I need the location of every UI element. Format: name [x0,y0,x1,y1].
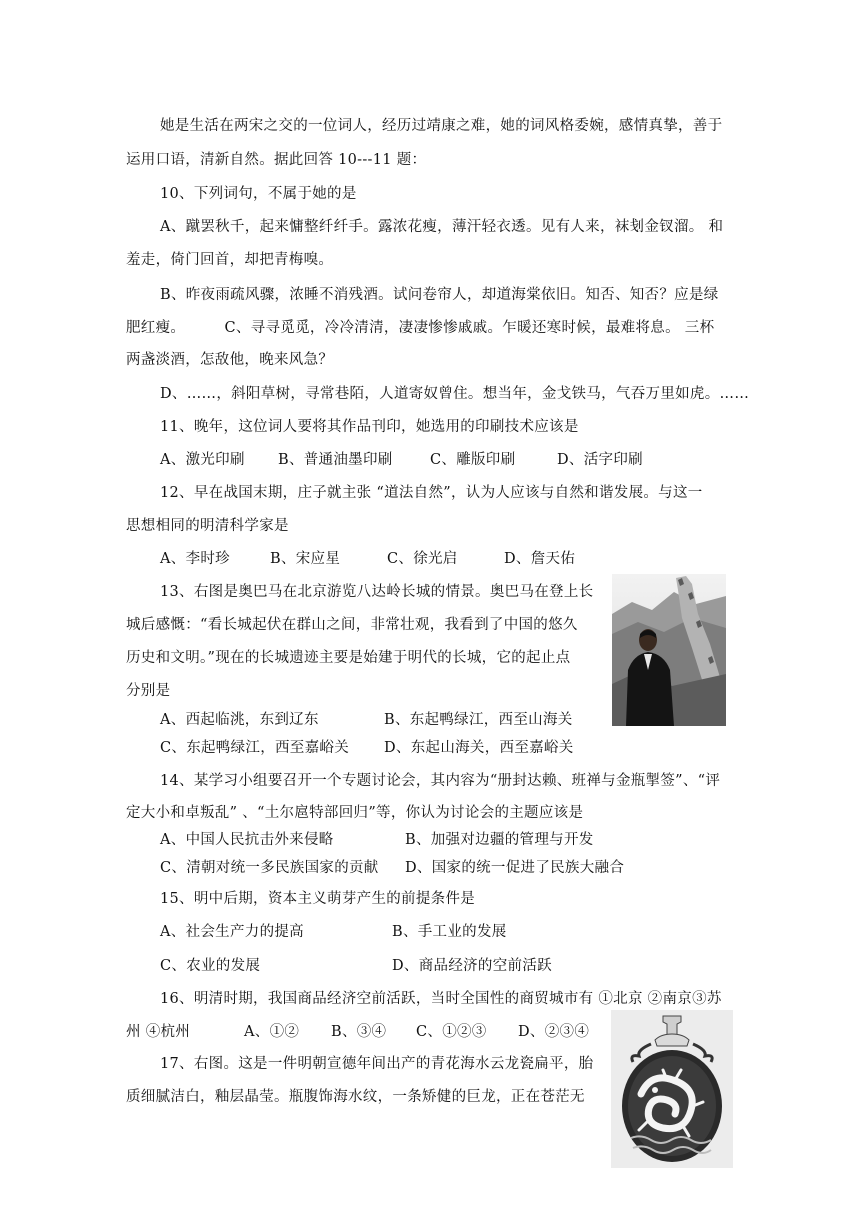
porcelain-flask-illustration [611,1010,733,1168]
q11-option-d: D、活字印刷 [557,452,643,468]
q16-option-b: B、③④ [331,1024,387,1040]
q16-stem-line1: 16、明清时期，我国商品经济空前活跃，当时全国性的商贸城市有 ①北京 ②南京③苏 [160,991,722,1007]
great-wall-illustration [612,574,726,726]
q10-option-c-line3: 两盏淡酒，怎敌他，晚来风急？ [126,352,334,368]
q13-stem-line3: 历史和文明。”现在的长城遗迹主要是始建于明代的长城，它的起止点 [126,650,571,666]
q11-option-c: C、雕版印刷 [430,452,516,468]
q13-stem-line4: 分别是 [126,683,171,699]
q14-option-d: D、国家的统一促进了民族大融合 [405,860,625,876]
q15-stem: 15、明中后期，资本主义萌芽产生的前提条件是 [160,891,476,907]
q14-options-row2 [0,858,860,878]
q14-option-a: A、中国人民抗击外来侵略 [160,832,334,848]
q10-option-b-c-line: 肥红瘦。 C、寻寻觅觅，冷冷清清，凄凄惨惨戚戚。乍暖还寒时候，最难将息。 三杯 [126,320,715,336]
q11-stem: 11、晚年，这位词人要将其作品刊印，她选用的印刷技术应该是 [160,419,579,435]
q12-stem-line2: 思想相同的明清科学家是 [126,518,289,534]
q10-option-d: D、……，斜阳草树，寻常巷陌，人道寄奴曾住。想当年，金戈铁马，气吞万里如虎。…… [160,386,750,402]
q13-option-d: D、东起山海关，西至嘉峪关 [384,740,574,756]
q11-option-a: A、激光印刷 [160,452,245,468]
q10-option-a-line2: 羞走，倚门回首，却把青梅嗅。 [126,252,334,268]
q16-option-a: A、①② [244,1024,300,1040]
q15-option-c: C、农业的发展 [160,958,261,974]
intro-line-1: 她是生活在两宋之交的一位词人，经历过靖康之难，她的词风格委婉，感情真挚，善于 [160,118,723,134]
q12-option-b: B、宋应星 [270,551,341,567]
q11-options [0,450,860,470]
q15-option-b: B、手工业的发展 [392,924,507,940]
q10-stem: 10、下列词句，不属于她的是 [160,186,357,202]
q17-stem-line1: 17、右图。这是一件明朝宣德年间出产的青花海水云龙瓷扁平，胎 [160,1056,594,1072]
q12-stem-line1: 12、早在战国末期，庄子就主张 “道法自然”，认为人应该与自然和谐发展。与这一 [160,485,703,501]
q12-option-c: C、徐光启 [387,551,458,567]
q17-stem-line2: 质细腻洁白，釉层晶莹。瓶腹饰海水纹，一条矫健的巨龙，正在苍茫无 [126,1089,585,1105]
porcelain-flask-photo [611,1010,733,1168]
q11-option-b: B、普通油墨印刷 [278,452,393,468]
q13-stem-line1: 13、右图是奥巴马在北京游览八达岭长城的情景。奥巴马在登上长 [160,584,594,600]
q10-option-a-line1: A、蹴罢秋千，起来慵整纤纤手。露浓花瘦，薄汗轻衣透。见有人来，袜刬金钗溜。 和 [160,219,724,235]
great-wall-photo [612,574,726,726]
q12-option-d: D、詹天佑 [504,551,576,567]
q13-options-row2 [0,738,860,758]
q12-option-a: A、李时珍 [160,551,230,567]
q13-stem-line2: 城后感慨：“看长城起伏在群山之间，非常壮观，我看到了中国的悠久 [126,617,578,633]
intro-line-2: 运用口语，清新自然。据此回答 10---11 题： [126,152,427,168]
q13-option-a: A、西起临洮，东到辽东 [160,712,319,728]
q14-stem-line2: 定大小和卓叛乱” 、“土尔扈特部回归”等，你认为讨论会的主题应该是 [126,805,584,821]
q14-option-c: C、清朝对统一多民族国家的贡献 [160,860,379,876]
q16-option-c: C、①②③ [416,1024,487,1040]
q14-options-row1 [0,830,860,850]
q14-option-b: B、加强对边疆的管理与开发 [405,832,594,848]
q14-stem-line1: 14、某学习小组要召开一个专题讨论会，其内容为“册封达赖、班禅与金瓶掣签”、“评 [160,773,721,789]
q13-option-b: B、东起鸭绿江，西至山海关 [384,712,573,728]
q15-options-row1 [0,922,860,942]
q16-stem-prefix: 州 ④杭州 [126,1024,191,1040]
q13-option-c: C、东起鸭绿江，西至嘉峪关 [160,740,349,756]
q15-options-row2 [0,956,860,976]
q13-options-row1 [0,710,860,730]
q15-option-d: D、商品经济的空前活跃 [392,958,552,974]
q16-option-d: D、②③④ [518,1024,590,1040]
q10-option-b-line1: B、昨夜雨疏风骤，浓睡不消残酒。试问卷帘人，却道海棠依旧。知否、知否？应是绿 [160,287,719,303]
q15-option-a: A、社会生产力的提高 [160,924,304,940]
q12-options [0,549,860,569]
